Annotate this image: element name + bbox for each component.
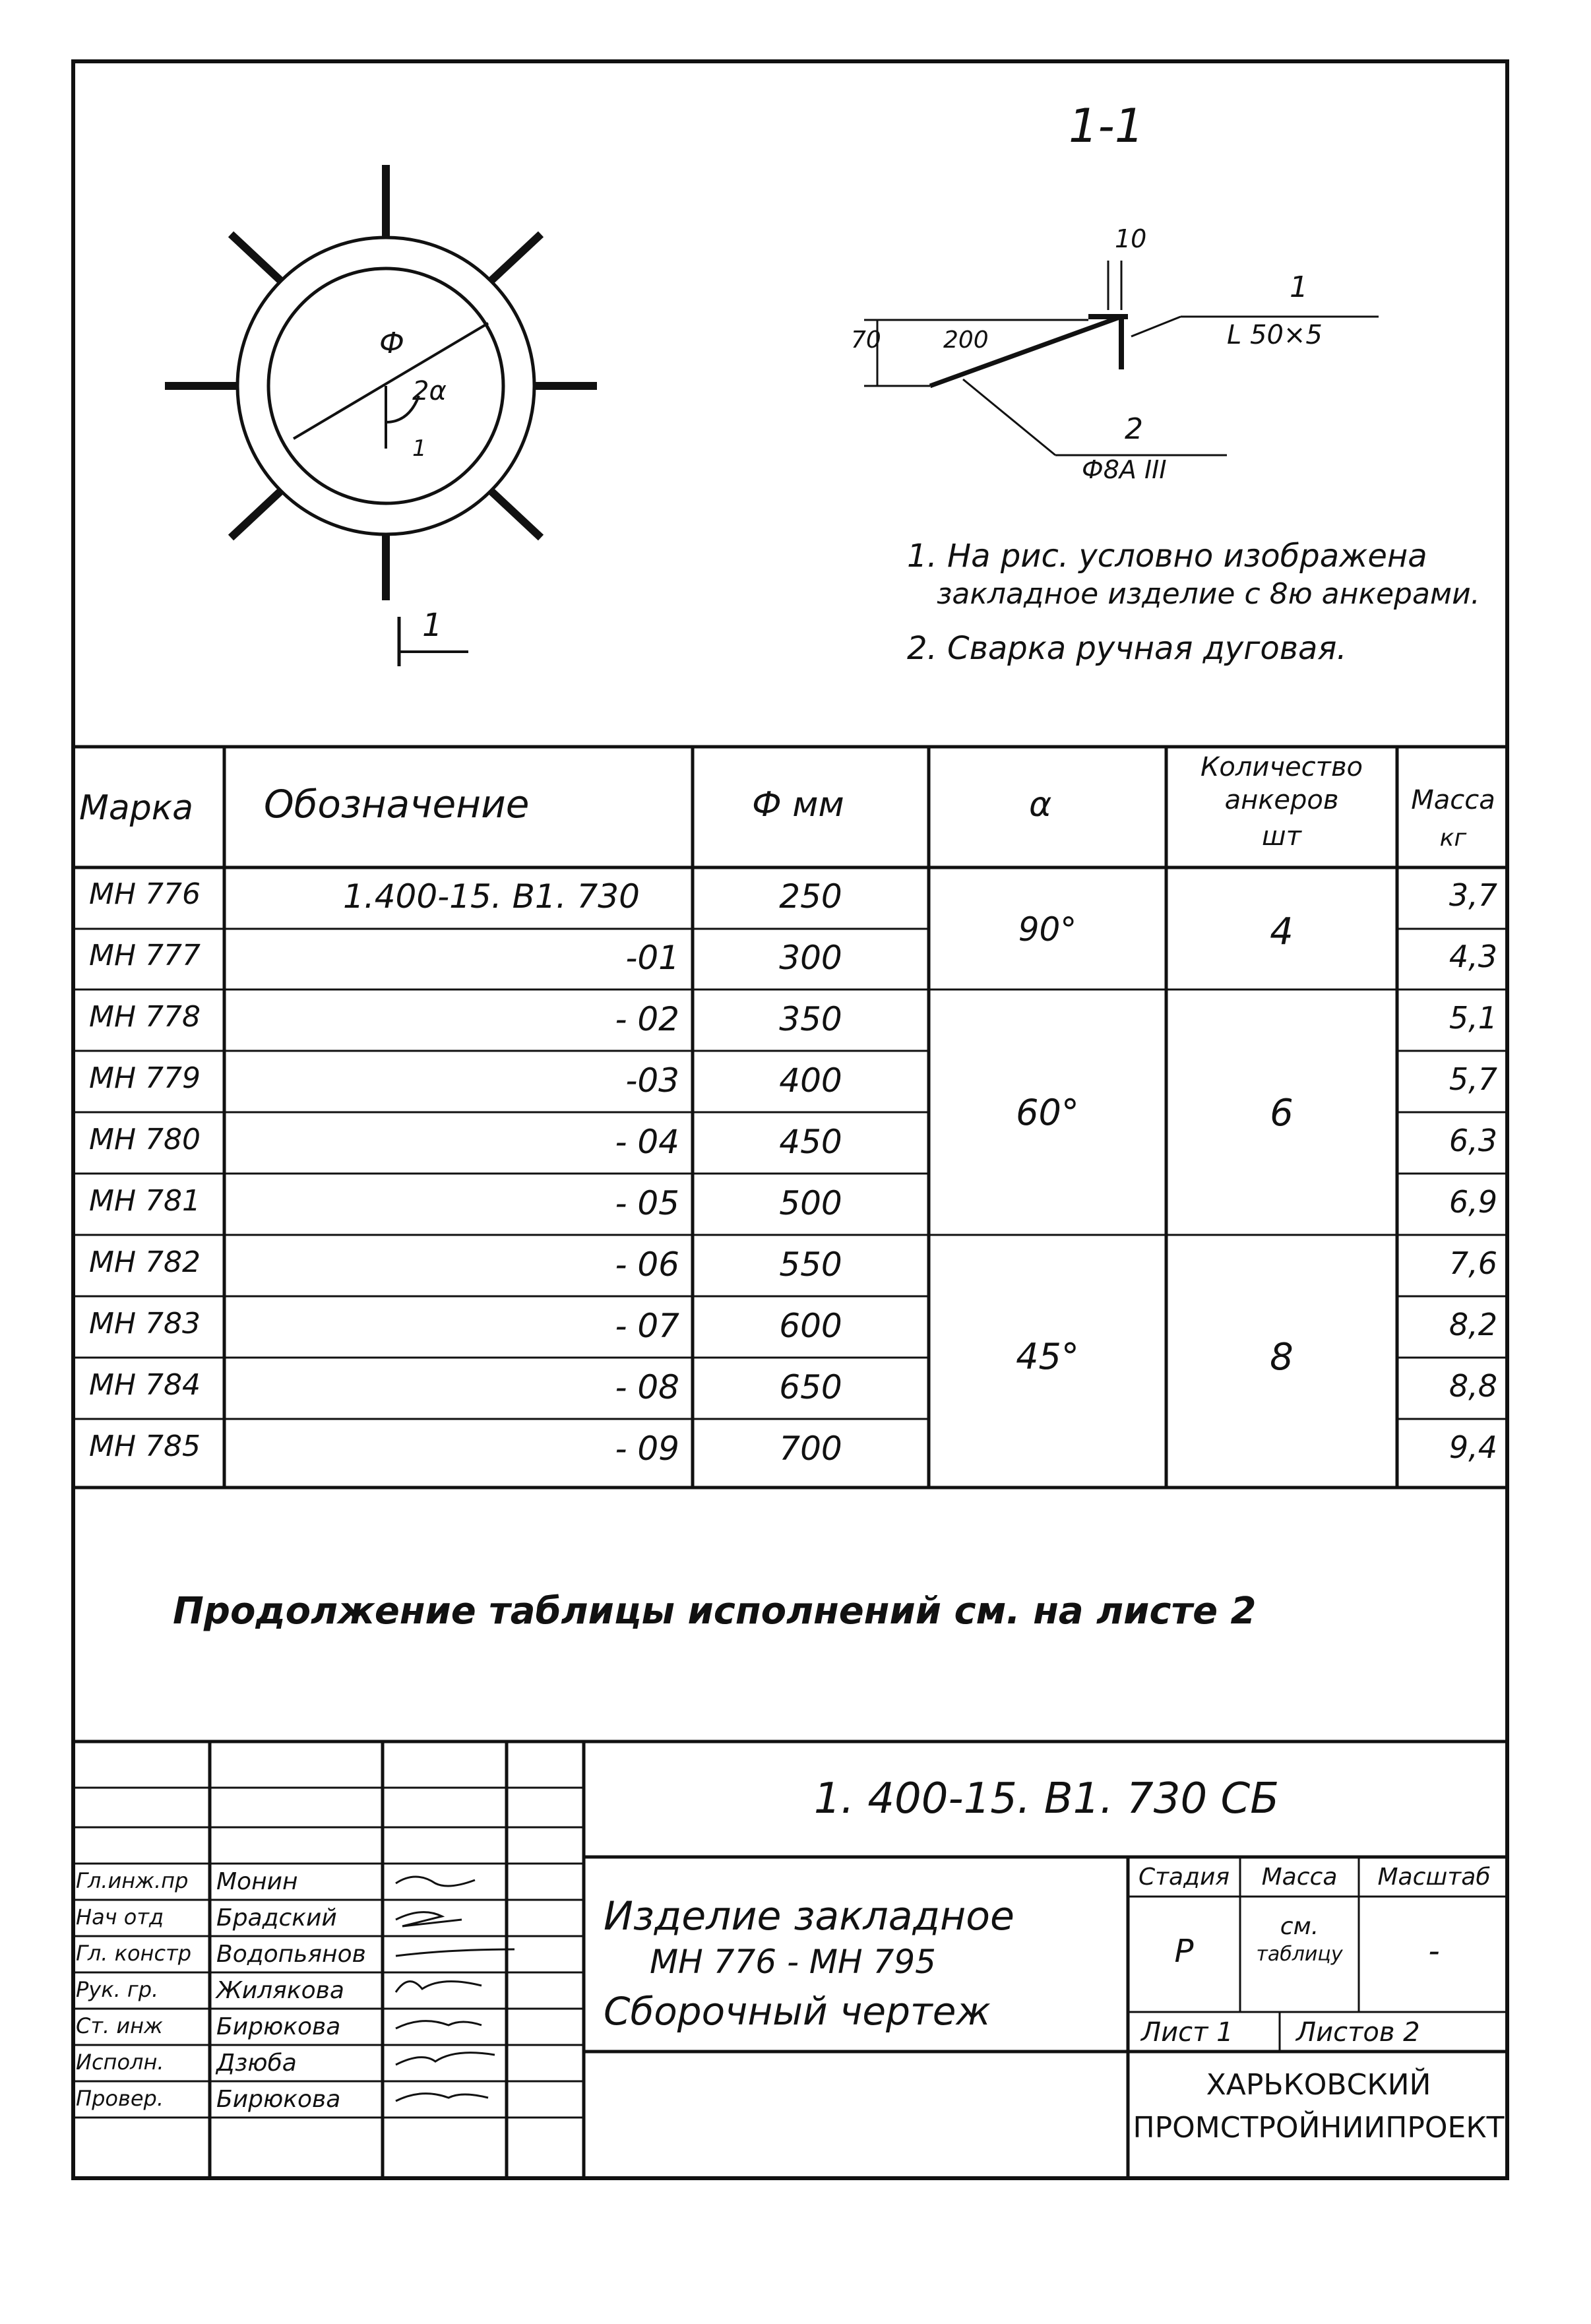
row-designation: -01	[625, 939, 679, 977]
header-alpha: α	[1029, 785, 1052, 825]
continuation-note: Продолжение таблицы исполнений см. на листе 2	[173, 1590, 1257, 1633]
sheet-number: Лист 1	[1141, 2017, 1233, 2048]
row-diameter: 550	[779, 1245, 842, 1284]
row-mark: МН 783	[89, 1307, 201, 1340]
cut-mark-label: 1	[422, 607, 443, 644]
mass-label: Масса	[1261, 1864, 1338, 1891]
staff-role: Гл.инж.пр	[76, 1868, 189, 1893]
callout-2-text: Ф8А III	[1082, 455, 1167, 484]
callout-1-num: 1	[1290, 270, 1308, 304]
group-3-alpha: 45°	[1016, 1336, 1079, 1377]
organization-line-1: ХАРЬКОВСКИЙ	[1206, 2068, 1431, 2102]
mass-value-2: таблицу	[1256, 1943, 1343, 1966]
row-mark: МН 785	[89, 1429, 201, 1463]
header-anchors-1: Количество	[1200, 752, 1363, 782]
header-anchors-2: анкеров	[1224, 785, 1339, 815]
callout-2-num: 2	[1125, 412, 1143, 446]
row-diameter: 700	[779, 1429, 842, 1468]
row-mass: 4,3	[1449, 939, 1497, 974]
title-line-3: Сборочный чертеж	[604, 1989, 991, 2034]
header-mark: Марка	[79, 788, 194, 828]
row-designation: - 05	[615, 1184, 679, 1222]
row-mass: 6,9	[1449, 1184, 1497, 1220]
row-designation: - 09	[615, 1429, 679, 1468]
section-label: 1-1	[1069, 99, 1144, 153]
callout-1-text: L 50×5	[1227, 320, 1323, 350]
row-designation: - 02	[615, 1000, 679, 1038]
angle-label: 2α	[412, 376, 447, 406]
row-mark: МН 781	[89, 1184, 201, 1218]
row-mark: МН 778	[89, 1000, 201, 1034]
staff-role: Нач отд	[76, 1904, 164, 1930]
row-diameter: 250	[779, 877, 842, 916]
dim-10: 10	[1115, 224, 1147, 253]
note-2: 2. Сварка ручная дуговая.	[907, 630, 1347, 667]
staff-name: Жилякова	[216, 1977, 344, 2004]
sheet-count: Листов 2	[1296, 2017, 1420, 2048]
staff-name: Брадский	[216, 1904, 337, 1931]
header-diameter: Ф мм	[752, 785, 844, 825]
title-line-1: Изделие закладное	[604, 1893, 1014, 1939]
scale-label: Масштаб	[1377, 1864, 1491, 1891]
row-designation: - 04	[615, 1123, 679, 1161]
staff-role: Исполн.	[76, 2050, 164, 2075]
signature-scribbles	[396, 1877, 515, 2101]
position-1: 1	[412, 435, 427, 462]
staff-role: Ст. инж	[76, 2013, 163, 2038]
staff-role: Гл. констр	[76, 1941, 191, 1966]
staff-name: Дзюба	[216, 2050, 297, 2077]
mass-value-1: см.	[1280, 1913, 1319, 1940]
staff-role: Рук. гр.	[76, 1977, 159, 2002]
row-diameter: 400	[779, 1061, 842, 1100]
note-1b: закладное изделие с 8ю анкерами.	[937, 577, 1480, 611]
note-1a: 1. На рис. условно изображена	[907, 538, 1427, 575]
header-anchors-3: шт	[1262, 821, 1301, 852]
row-mass: 8,2	[1449, 1307, 1497, 1342]
row-mass: 9,4	[1449, 1429, 1497, 1465]
row-designation: - 08	[615, 1368, 679, 1406]
row-mass: 3,7	[1449, 877, 1497, 913]
row-mark: МН 782	[89, 1245, 201, 1279]
row-designation: - 06	[615, 1245, 679, 1284]
staff-role: Провер.	[76, 2086, 164, 2111]
staff-name: Монин	[216, 1868, 298, 1895]
group-1-anchors: 4	[1270, 910, 1294, 953]
dim-70: 70	[851, 327, 881, 354]
header-designation: Обозначение	[264, 782, 530, 827]
row-mass: 7,6	[1449, 1245, 1497, 1281]
row-mark: МН 780	[89, 1123, 201, 1156]
dim-200: 200	[943, 327, 989, 354]
staff-name: Бирюкова	[216, 2086, 341, 2113]
row-mark: МН 776	[89, 877, 201, 911]
row-mass: 6,3	[1449, 1123, 1497, 1158]
row-mass: 8,8	[1449, 1368, 1497, 1404]
group-1-alpha: 90°	[1018, 910, 1077, 949]
row-mark: МН 777	[89, 939, 201, 972]
row-mass: 5,7	[1449, 1061, 1497, 1097]
group-2-anchors: 6	[1270, 1092, 1294, 1135]
group-2-alpha: 60°	[1016, 1092, 1079, 1133]
stage-label: Стадия	[1138, 1864, 1230, 1891]
title-line-2: МН 776 - МН 795	[650, 1943, 936, 1981]
row-diameter: 300	[779, 939, 842, 977]
row-diameter: 500	[779, 1184, 842, 1222]
row-diameter: 650	[779, 1368, 842, 1406]
row-designation: - 07	[615, 1307, 679, 1345]
row-diameter: 350	[779, 1000, 842, 1038]
row-designation: -03	[625, 1061, 679, 1100]
staff-name: Водопьянов	[216, 1941, 366, 1968]
group-3-anchors: 8	[1270, 1336, 1294, 1379]
row-mark: МН 779	[89, 1061, 201, 1095]
document-code: 1. 400-15. В1. 730 СБ	[813, 1774, 1280, 1823]
row-mass: 5,1	[1449, 1000, 1497, 1036]
row-diameter: 600	[779, 1307, 842, 1345]
scale-value: -	[1428, 1933, 1440, 1970]
header-mass-2: кг	[1439, 825, 1467, 852]
organization-line-2: ПРОМСТРОЙНИИПРОЕКТ	[1133, 2111, 1505, 2145]
staff-name: Бирюкова	[216, 2013, 341, 2040]
row-mark: МН 784	[89, 1368, 201, 1402]
stage-value: Р	[1174, 1933, 1194, 1970]
diameter-symbol: Ф	[379, 327, 404, 360]
row-diameter: 450	[779, 1123, 842, 1161]
header-mass-1: Масса	[1411, 785, 1495, 815]
row-designation: 1.400-15. В1. 730	[343, 877, 640, 916]
